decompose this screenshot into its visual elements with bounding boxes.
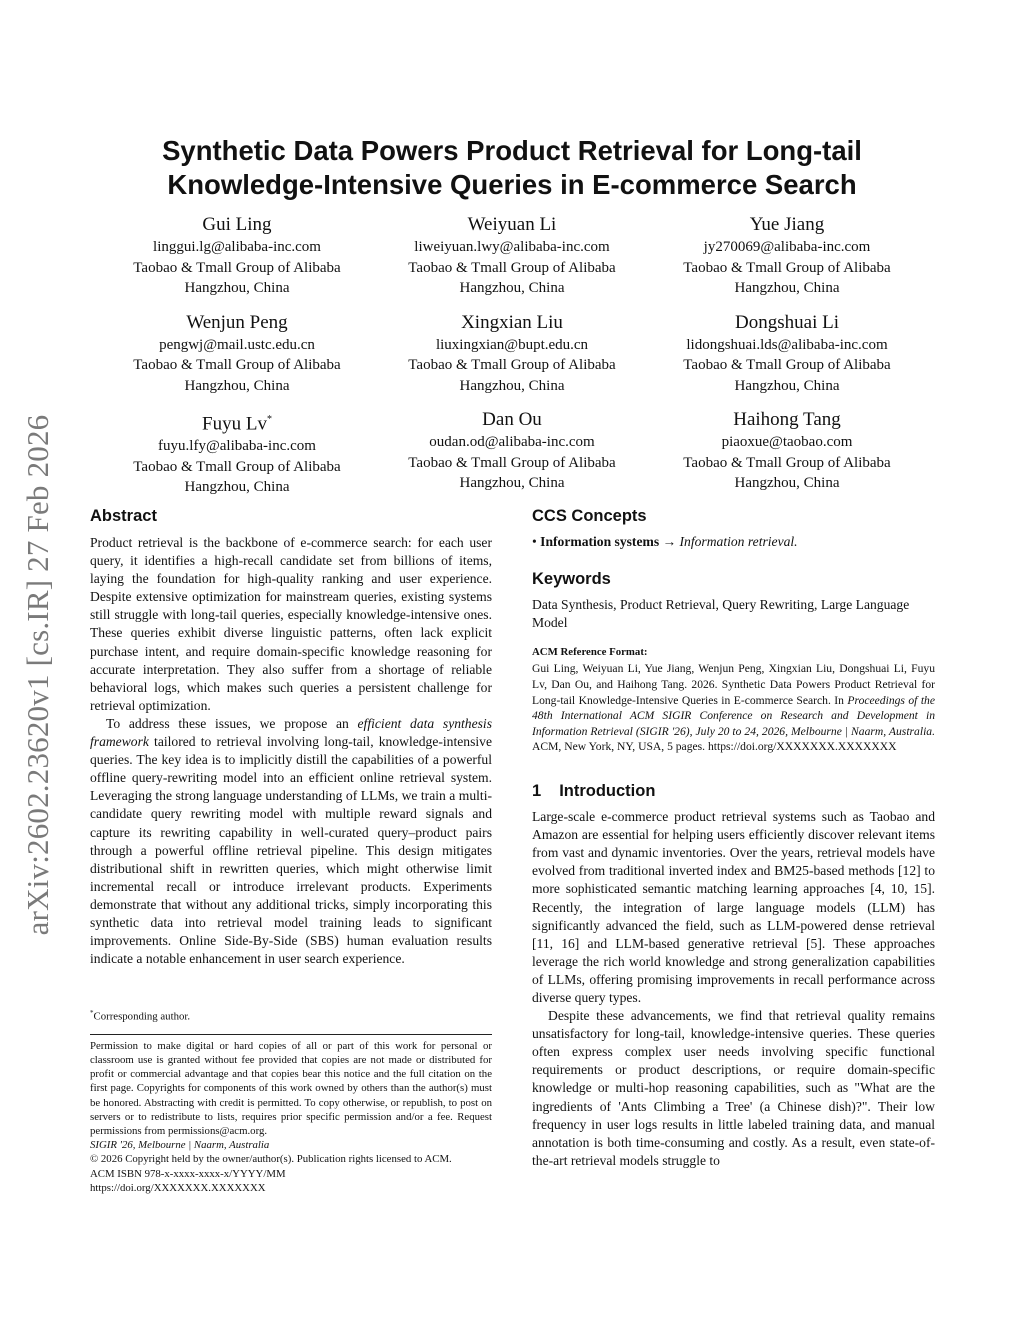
- author-email: piaoxue@taobao.com: [721, 434, 853, 450]
- acm-ref-pre: Gui Ling, Weiyuan Li, Yue Jiang, Wenjun Peng, Xingxian Liu, Dongshuai Li, Fuyu Lv, Dan Ou, and Haihong Tang. 2026. Synthetic Data Powers Product Retrieval for Long-tail Knowledge-Intensive Queries in E-commerce Search. In: [532, 662, 935, 707]
- abstract-p2-pre: To address these issues, we propose an: [106, 715, 358, 731]
- venue-line: [90, 1138, 492, 1152]
- ccs-heading: CCS Concepts: [532, 507, 647, 525]
- corresponding-text: Corresponding author.: [93, 1010, 191, 1023]
- author-affiliation: Taobao & Tmall Group of Alibaba: [133, 357, 341, 373]
- author-block: [100, 213, 924, 506]
- author-name: Dan Ou: [482, 409, 542, 430]
- acm-ref-proceedings: Proceedings of the 48th International ACM SIGIR Conference on Research and Development in Information Retrieval (SIGIR '26), July 20 to 24, 2026, Melbourne | Naarm, Australia.: [532, 693, 935, 738]
- author-name: Weiyuan Li: [467, 214, 557, 235]
- acm-ref-post: ACM, New York, NY, USA, 5 pages. https://doi.org/XXXXXXX.XXXXXXX: [532, 740, 897, 754]
- isbn-line: ACM ISBN 978-x-xxxx-xxxx-x/YYYY/MM: [90, 1167, 286, 1180]
- author-row: [100, 213, 924, 311]
- author-email: lidongshuai.lds@alibaba-inc.com: [686, 336, 888, 353]
- author-affiliation: Taobao & Tmall Group of Alibaba: [683, 454, 891, 471]
- arxiv-sidebar: [0, 380, 80, 970]
- author-name: Wenjun Peng: [186, 311, 288, 333]
- author-email: fuyu.lfy@alibaba-inc.com: [158, 438, 316, 455]
- author-card: [100, 311, 374, 409]
- author-location: Hangzhou, China: [459, 475, 565, 491]
- intro-paragraph-1: Large-scale e-commerce product retrieval systems such as Taobao and Amazon are essential for helping users efficiently discover relevant items from vast and dynamic inventories. Over the years, retrieval models have evolved from traditional inverted index and BM25-based methods [12] to more sophisticated semantic matching learning approaches [4, 10, 15]. Recently, the integration of large language models (LLM) has significantly advanced the field, such as LLM-powered dense retrieval [11, 16] and LLM-based generative retrieval [5]. These approaches leverage the rich world knowledge and strong generalization capabilities of LLMs, offering promising improvements in recall performance across diverse query types.: [532, 809, 935, 1005]
- first-page-footnotes: [90, 1006, 492, 1195]
- intro-paragraph-2: Despite these advancements, we find that retrieval quality remains unsatisfactory for long-tail, knowledge-intensive queries. These queries often express complex user needs involving specific functional requirements or product descriptions, or require domain-specific knowledge or multi-hop reasoning capabilities, such as "What are the ingredients of 'Ants Climbing a Tree' (a Chinese dish)?". Their low frequency in user logs results in little labeled training data, and manual annotation is both time-consuming and costly. As a result, even state-of-the-art retrieval models struggle to: [532, 1008, 935, 1168]
- author-affiliation: Taobao & Tmall Group of Alibaba: [408, 259, 616, 276]
- title-line-2: Knowledge-Intensive Queries in E-commerce Search: [167, 169, 857, 200]
- intro-heading: [532, 781, 935, 801]
- author-card: [375, 408, 649, 506]
- author-name: Dongshuai Li: [735, 311, 839, 333]
- ccs-bullet: •: [532, 534, 537, 549]
- author-name: Xingxian Liu: [461, 311, 563, 333]
- author-affiliation: Taobao & Tmall Group of Alibaba: [408, 454, 616, 471]
- abstract-p2-post: tailored to retrieval involving long-tail, knowledge-intensive queries. The key idea is to implicitly distill the capabilities of a powerful offline query-rewriting model into an efficient online retrieval system. Leveraging the strong language understanding of LLMs, we train a multi-candidate query rewriting model with multiple reward signals and capture its rewriting capability in well-curated query–product pairs through a powerful offline retrieval pipeline. This design mitigates distributional shift in rewritten queries, which might otherwise limit incremental recall or introduce irrelevant products. Experiments demonstrate that without any additional tricks, simply incorporating this synthetic data into retrieval model training leads to significant improvements. Online Side-By-Side (SBS) human evaluation results indicate a notable enhancement in user search experience.: [90, 734, 492, 967]
- author-email: pengwj@mail.ustc.edu.cn: [159, 336, 315, 353]
- paper-title: [90, 134, 934, 202]
- author-affiliation: Taobao & Tmall Group of Alibaba: [133, 259, 341, 276]
- doi-line: https://doi.org/XXXXXXX.XXXXXXX: [90, 1181, 266, 1194]
- author-email: liweiyuan.lwy@alibaba-inc.com: [414, 239, 610, 255]
- acm-reference-text: [532, 661, 935, 755]
- author-name: Yue Jiang: [749, 214, 825, 235]
- author-location: Hangzhou, China: [459, 280, 565, 296]
- author-row: [100, 408, 924, 506]
- author-affiliation: Taobao & Tmall Group of Alibaba: [683, 259, 891, 276]
- arxiv-identifier: arXiv:2602.23620v1 [cs.IR] 27 Feb 2026: [20, 414, 55, 936]
- author-affiliation: Taobao & Tmall Group of Alibaba: [408, 357, 616, 373]
- author-card: [375, 213, 649, 311]
- abstract-heading: Abstract: [90, 507, 157, 525]
- author-card: [650, 213, 924, 311]
- ccs-arrow: →: [662, 534, 677, 549]
- author-location: Hangzhou, China: [734, 280, 840, 296]
- author-location: Hangzhou, China: [459, 377, 565, 394]
- corresponding-mark: *: [266, 414, 272, 425]
- author-card: [100, 213, 374, 311]
- author-location: Hangzhou, China: [734, 475, 840, 491]
- abstract-paragraph-1: Product retrieval is the backbone of e-commerce search: for each user query, it identifies a high-recall candidate set from billions of items, laying the foundation for high-quality ranking and user experience. Despite extensive optimization for mainstream queries, existing systems still struggle with long-tail queries, especially knowledge-intensive ones. These queries exhibit diverse linguistic patterns, often lack explicit purchase intent, and require domain-specific knowledge reasoning for accurate interpretation. They also suffer from a shortage of reliable behavioral logs, which makes such queries a persistent challenge for retrieval optimization.: [90, 535, 492, 713]
- author-affiliation: Taobao & Tmall Group of Alibaba: [133, 458, 341, 475]
- author-email: oudan.od@alibaba-inc.com: [429, 434, 595, 450]
- footnote-mark: *: [90, 1009, 94, 1017]
- acm-reference-heading: ACM Reference Format:: [532, 646, 648, 659]
- venue-text: SIGIR '26, Melbourne | Naarm, Australia: [90, 1139, 270, 1152]
- keywords-text: Data Synthesis, Product Retrieval, Query Rewriting, Large Language Model: [532, 597, 910, 631]
- author-location: Hangzhou, China: [184, 280, 290, 296]
- title-line-1: Synthetic Data Powers Product Retrieval for Long-tail: [162, 135, 862, 166]
- permission-notice: Permission to make digital or hard copies of all or part of this work for personal or classroom use is granted without fee provided that copies are not made or distributed for profit or commercial advantage and that copies bear this notice and the full citation on the first page. Copyrights for components of this work owned by others than the author(s) must be honored. Abstracting with credit is permitted. To copy otherwise, or republish, to post on servers or to redistribute to lists, requires prior specific permission and/or a fee. Request permissions from permissions@acm.org.: [90, 1039, 492, 1138]
- author-card: [375, 311, 649, 409]
- author-name: Haihong Tang: [733, 409, 841, 430]
- ccs-concept-line: [532, 533, 935, 551]
- right-column: [532, 506, 935, 1170]
- author-location: Hangzhou, China: [734, 377, 840, 394]
- ccs-subconcept: Information retrieval.: [679, 534, 798, 549]
- ccs-concept: Information systems: [540, 534, 660, 549]
- abstract-p2-emphasis: efficient data synthesis framework: [90, 715, 492, 750]
- author-email: linggui.lg@alibaba-inc.com: [153, 239, 321, 255]
- acm-reference: [532, 645, 935, 755]
- author-card: [100, 408, 374, 506]
- intro-title: Introduction: [559, 782, 656, 801]
- author-row: [100, 311, 924, 409]
- copyright-line: © 2026 Copyright held by the owner/author(s). Publication rights licensed to ACM.: [90, 1153, 452, 1166]
- author-location: Hangzhou, China: [184, 377, 290, 394]
- author-name: Gui Ling: [202, 214, 272, 235]
- author-card: [650, 311, 924, 409]
- intro-number: 1: [532, 782, 542, 801]
- author-location: Hangzhou, China: [184, 479, 290, 496]
- abstract-paragraph-2: [90, 715, 492, 968]
- author-email: jy270069@alibaba-inc.com: [703, 239, 871, 255]
- author-affiliation: Taobao & Tmall Group of Alibaba: [683, 357, 891, 373]
- abstract-section: [90, 506, 492, 968]
- author-name-text: Fuyu Lv: [202, 413, 267, 435]
- author-email: liuxingxian@bupt.edu.cn: [435, 336, 589, 353]
- author-card: [650, 408, 924, 506]
- footnote-rule: [90, 1034, 492, 1035]
- keywords-heading: Keywords: [532, 570, 611, 589]
- author-name: [100, 408, 374, 436]
- corresponding-footnote: [90, 1006, 492, 1024]
